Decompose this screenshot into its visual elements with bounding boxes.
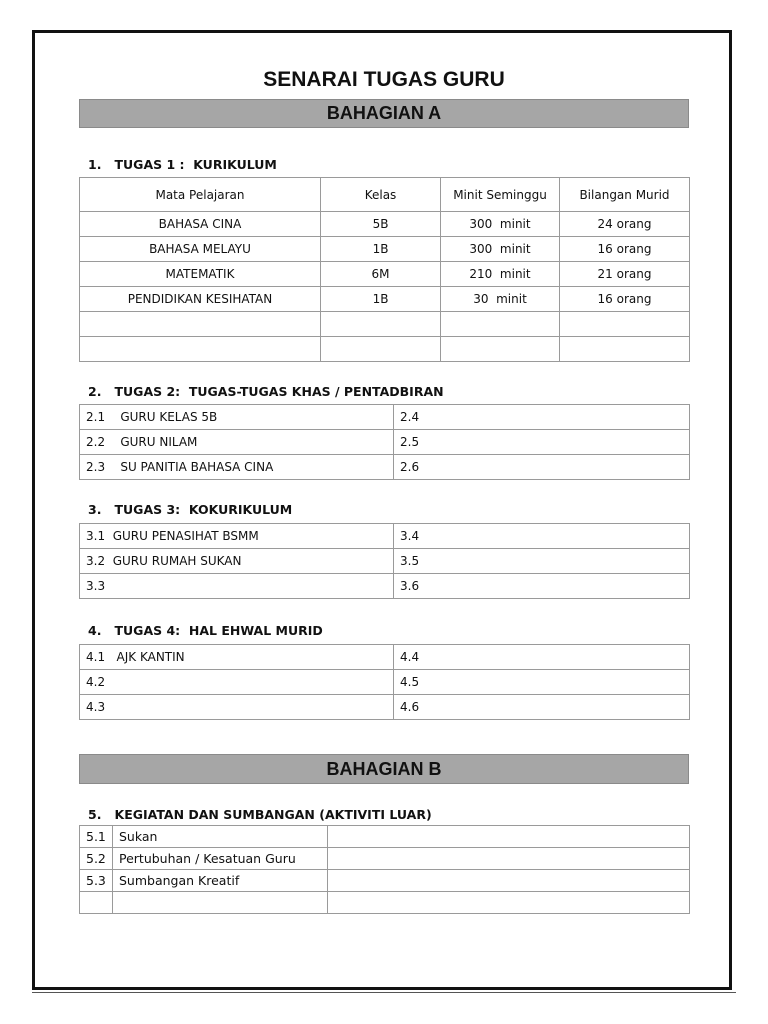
- table-cell: [441, 312, 560, 337]
- table-cell: [328, 848, 690, 870]
- table-cell: 2.5: [394, 430, 690, 455]
- hal-ehwal-murid-table: [79, 644, 690, 720]
- table-cell: [328, 826, 690, 848]
- table-cell: [328, 870, 690, 892]
- section-header-a: BAHAGIAN A: [79, 99, 689, 128]
- column-header: Minit Seminggu: [441, 178, 560, 212]
- page-title: SENARAI TUGAS GURU: [263, 68, 505, 91]
- table-cell: 5.1: [80, 826, 113, 848]
- table-cell: [321, 312, 441, 337]
- table-cell: 1B: [321, 237, 441, 262]
- table-cell: MATEMATIK: [80, 262, 321, 287]
- table-cell: 210 minit: [441, 262, 560, 287]
- table-row: [80, 870, 690, 892]
- table-cell: [441, 337, 560, 362]
- table-row: [80, 312, 690, 337]
- table-cell: 6M: [321, 262, 441, 287]
- kokurikulum-table: [79, 523, 690, 599]
- table-row: [80, 695, 690, 720]
- table-cell: [560, 337, 690, 362]
- table-cell: 5.2: [80, 848, 113, 870]
- table-cell: 4.6: [394, 695, 690, 720]
- table-cell: 5B: [321, 212, 441, 237]
- table-cell: 3.2 GURU RUMAH SUKAN: [80, 549, 394, 574]
- table-cell: 21 orang: [560, 262, 690, 287]
- table-cell: 3.4: [394, 524, 690, 549]
- table-row: [80, 430, 690, 455]
- table-cell: 24 orang: [560, 212, 690, 237]
- tugas3-heading: 3. TUGAS 3: KOKURIKULUM: [88, 502, 293, 517]
- table-cell: 4.5: [394, 670, 690, 695]
- table-cell: PENDIDIKAN KESIHATAN: [80, 287, 321, 312]
- table-cell: Sumbangan Kreatif: [113, 870, 328, 892]
- table-cell: 2.4: [394, 405, 690, 430]
- table-cell: BAHASA MELAYU: [80, 237, 321, 262]
- table-cell: [328, 892, 690, 914]
- table-cell: 2.3 SU PANITIA BAHASA CINA: [80, 455, 394, 480]
- kegiatan-table: [79, 825, 690, 914]
- table-cell: 2.2 GURU NILAM: [80, 430, 394, 455]
- table-cell: [321, 337, 441, 362]
- table-row: [80, 237, 690, 262]
- table-cell: 30 minit: [441, 287, 560, 312]
- table-row: [80, 455, 690, 480]
- table-cell: 300 minit: [441, 237, 560, 262]
- table-cell: 4.3: [80, 695, 394, 720]
- tugas1-heading: 1. TUGAS 1 : KURIKULUM: [88, 157, 277, 172]
- kurikulum-table: [79, 177, 690, 362]
- table-cell: 4.2: [80, 670, 394, 695]
- table-cell: 16 orang: [560, 237, 690, 262]
- table-cell: Sukan: [113, 826, 328, 848]
- table-cell: 2.1 GURU KELAS 5B: [80, 405, 394, 430]
- column-header: Kelas: [321, 178, 441, 212]
- tugas4-heading: 4. TUGAS 4: HAL EHWAL MURID: [88, 623, 323, 638]
- table-cell: 1B: [321, 287, 441, 312]
- bottom-rule: [32, 992, 736, 993]
- table-cell: 3.5: [394, 549, 690, 574]
- table-cell: [80, 892, 113, 914]
- table-cell: 3.6: [394, 574, 690, 599]
- table-row: [80, 405, 690, 430]
- table-row: [80, 337, 690, 362]
- table-cell: [113, 892, 328, 914]
- table-cell: [80, 337, 321, 362]
- table-cell: Pertubuhan / Kesatuan Guru: [113, 848, 328, 870]
- table-cell: BAHASA CINA: [80, 212, 321, 237]
- table-cell: 16 orang: [560, 287, 690, 312]
- table-row: [80, 645, 690, 670]
- table-cell: 4.1 AJK KANTIN: [80, 645, 394, 670]
- table-cell: 4.4: [394, 645, 690, 670]
- table-row: [80, 670, 690, 695]
- table-cell: 2.6: [394, 455, 690, 480]
- tugas5-heading: 5. KEGIATAN DAN SUMBANGAN (AKTIVITI LUAR): [88, 807, 432, 822]
- table-cell: 300 minit: [441, 212, 560, 237]
- tugas-khas-table: [79, 404, 690, 480]
- column-header: Mata Pelajaran: [80, 178, 321, 212]
- table-row: [80, 848, 690, 870]
- column-header: Bilangan Murid: [560, 178, 690, 212]
- table-row: [80, 287, 690, 312]
- section-header-b: BAHAGIAN B: [79, 754, 689, 784]
- table-row: [80, 549, 690, 574]
- table-header-row: [80, 178, 690, 212]
- table-cell: 3.3: [80, 574, 394, 599]
- table-cell: [80, 312, 321, 337]
- table-row: [80, 262, 690, 287]
- table-row: [80, 826, 690, 848]
- tugas2-heading: 2. TUGAS 2: TUGAS-TUGAS KHAS / PENTADBIRAN: [88, 384, 444, 399]
- table-cell: 5.3: [80, 870, 113, 892]
- table-cell: [560, 312, 690, 337]
- table-row: [80, 212, 690, 237]
- table-cell: 3.1 GURU PENASIHAT BSMM: [80, 524, 394, 549]
- table-row: [80, 524, 690, 549]
- table-row: [80, 892, 690, 914]
- table-row: [80, 574, 690, 599]
